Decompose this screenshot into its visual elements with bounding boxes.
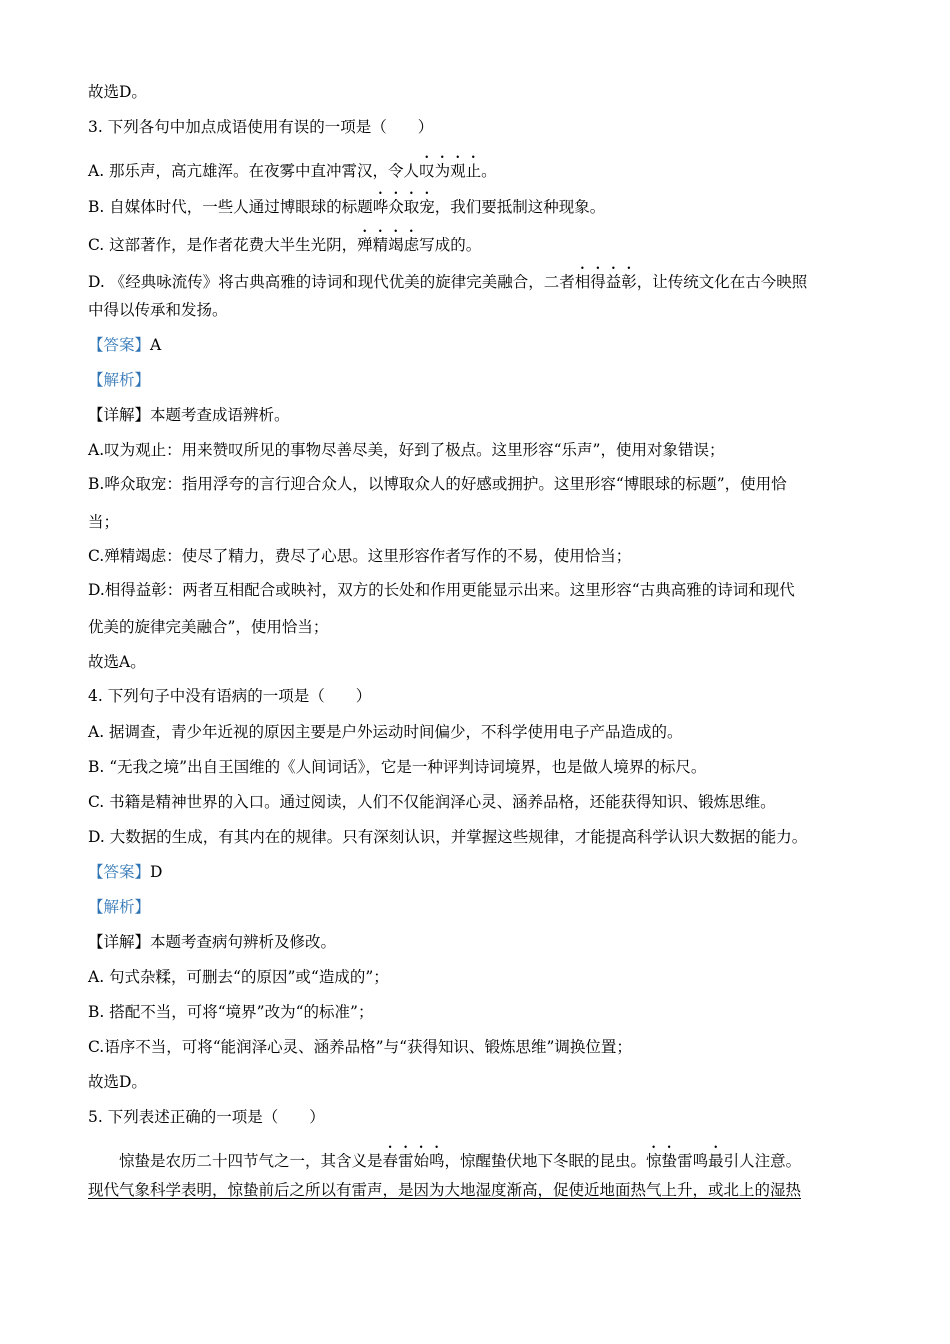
text-line: A.叹为观止：用来赞叹所见的事物尽善尽美，好到了极点。这里形容“乐声”，使用对象错误； bbox=[88, 441, 725, 459]
dotted-word: 惊蛰 bbox=[646, 1152, 678, 1170]
text-line: 故选A。 bbox=[88, 653, 146, 671]
text-line: A. 句式杂糅，可删去“的原因”或“造成的”； bbox=[88, 968, 389, 986]
dotted-idiom: 哗众取宠 bbox=[372, 198, 435, 216]
analysis-label: 【解析】 bbox=[88, 371, 151, 389]
text: C. 这部著作，是作者花费大半生光阴， bbox=[88, 236, 358, 254]
option-c: C. 书籍是精神世界的入口。通过阅读，人们不仅能润泽心灵、涵养品格，还能获得知识、锻炼思维。 bbox=[88, 793, 776, 811]
dotted-idiom: 相得益彰 bbox=[574, 273, 637, 291]
option-d bbox=[88, 264, 862, 292]
analysis-label: 【解析】 bbox=[88, 898, 151, 916]
text: 惊蛰是农历二十四节气之一，其含义是 bbox=[88, 1152, 383, 1170]
answer-line bbox=[88, 335, 862, 355]
question-3: 3. 下列各句中加点成语使用有误的一项是（ ） bbox=[88, 118, 434, 136]
option-a: A. 据调查，青少年近视的原因主要是户外运动时间偏少，不科学使用电子产品造成的。 bbox=[88, 723, 683, 741]
text-line: 当； bbox=[88, 513, 120, 531]
text: D. 《经典咏流传》将古典高雅的诗词和现代优美的旋律完美融合，二者 bbox=[88, 273, 575, 291]
text: ，惊醒蛰伏地下冬眠的昆虫。 bbox=[444, 1152, 647, 1170]
answer-value: A bbox=[150, 336, 162, 354]
option-a bbox=[88, 153, 862, 181]
question-4: 4. 下列句子中没有语病的一项是（ ） bbox=[88, 687, 372, 705]
text-line: 【详解】本题考查病句辨析及修改。 bbox=[88, 933, 337, 951]
text: ，我们要抵制这种现象。 bbox=[434, 198, 606, 216]
option-b bbox=[88, 189, 862, 217]
text: 写成的。 bbox=[419, 236, 482, 254]
dotted-idiom: 叹为观止 bbox=[419, 162, 482, 180]
dotted-idiom: 殚精竭虑 bbox=[357, 236, 420, 254]
text-line: 故选D。 bbox=[88, 1073, 147, 1091]
dotted-word: 最 bbox=[708, 1152, 724, 1170]
text-line: B. 搭配不当，可将“境界”改为“的标准”； bbox=[88, 1003, 374, 1021]
text-line: C.语序不当，可将“能润泽心灵、涵养品格”与“获得知识、锻炼思维”调换位置； bbox=[88, 1038, 632, 1056]
text-line: B.哗众取宠：指用浮夸的言行迎合众人，以博取众人的好感或拥护。这里形容“博眼球的标题”，使用恰 bbox=[88, 475, 787, 493]
dotted-word: 春雷始鸣 bbox=[382, 1152, 445, 1170]
text-line: 中得以传承和发扬。 bbox=[88, 301, 228, 319]
text-line: C.殚精竭虑：使尽了精力，费尽了心思。这里形容作者写作的不易，使用恰当； bbox=[88, 547, 632, 565]
analysis-line bbox=[88, 897, 862, 917]
answer-value: D bbox=[150, 863, 163, 881]
text: 引人注意。 bbox=[723, 1152, 802, 1170]
text-line: 优美的旋律完美融合”，使用恰当； bbox=[88, 618, 329, 636]
passage-underlined-line: 现代气象科学表明，惊蛰前后之所以有雷声，是因为大地湿度渐高，促使近地面热气上升，或北上的湿热 bbox=[88, 1181, 802, 1199]
answer-label: 【答案】 bbox=[88, 336, 151, 354]
text: A. 那乐声，高亢雄浑。在夜雾中直冲霄汉，令人 bbox=[88, 162, 420, 180]
text: ，让传统文化在古今映照 bbox=[636, 273, 808, 291]
analysis-line bbox=[88, 370, 862, 390]
answer-line bbox=[88, 862, 862, 882]
option-b: B. “无我之境”出自王国维的《人间词话》，它是一种评判诗词境界，也是做人境界的标尺。 bbox=[88, 758, 707, 776]
text: B. 自媒体时代，一些人通过博眼球的标题 bbox=[88, 198, 373, 216]
question-5: 5. 下列表述正确的一项是（ ） bbox=[88, 1108, 325, 1126]
passage-line bbox=[88, 1143, 862, 1171]
option-c bbox=[88, 227, 862, 255]
text: 雷鸣 bbox=[677, 1152, 709, 1170]
text-line: 故选D。 bbox=[88, 83, 147, 101]
answer-label: 【答案】 bbox=[88, 863, 151, 881]
option-d: D. 大数据的生成，有其内在的规律。只有深刻认识，并掌握这些规律，才能提高科学认识大数据的能力。 bbox=[88, 828, 808, 846]
text-line: D.相得益彰：两者互相配合或映衬，双方的长处和作用更能显示出来。这里形容“古典高雅的诗词和现代 bbox=[88, 581, 795, 599]
text: 。 bbox=[481, 162, 497, 180]
text-line: 【详解】本题考查成语辨析。 bbox=[88, 406, 290, 424]
